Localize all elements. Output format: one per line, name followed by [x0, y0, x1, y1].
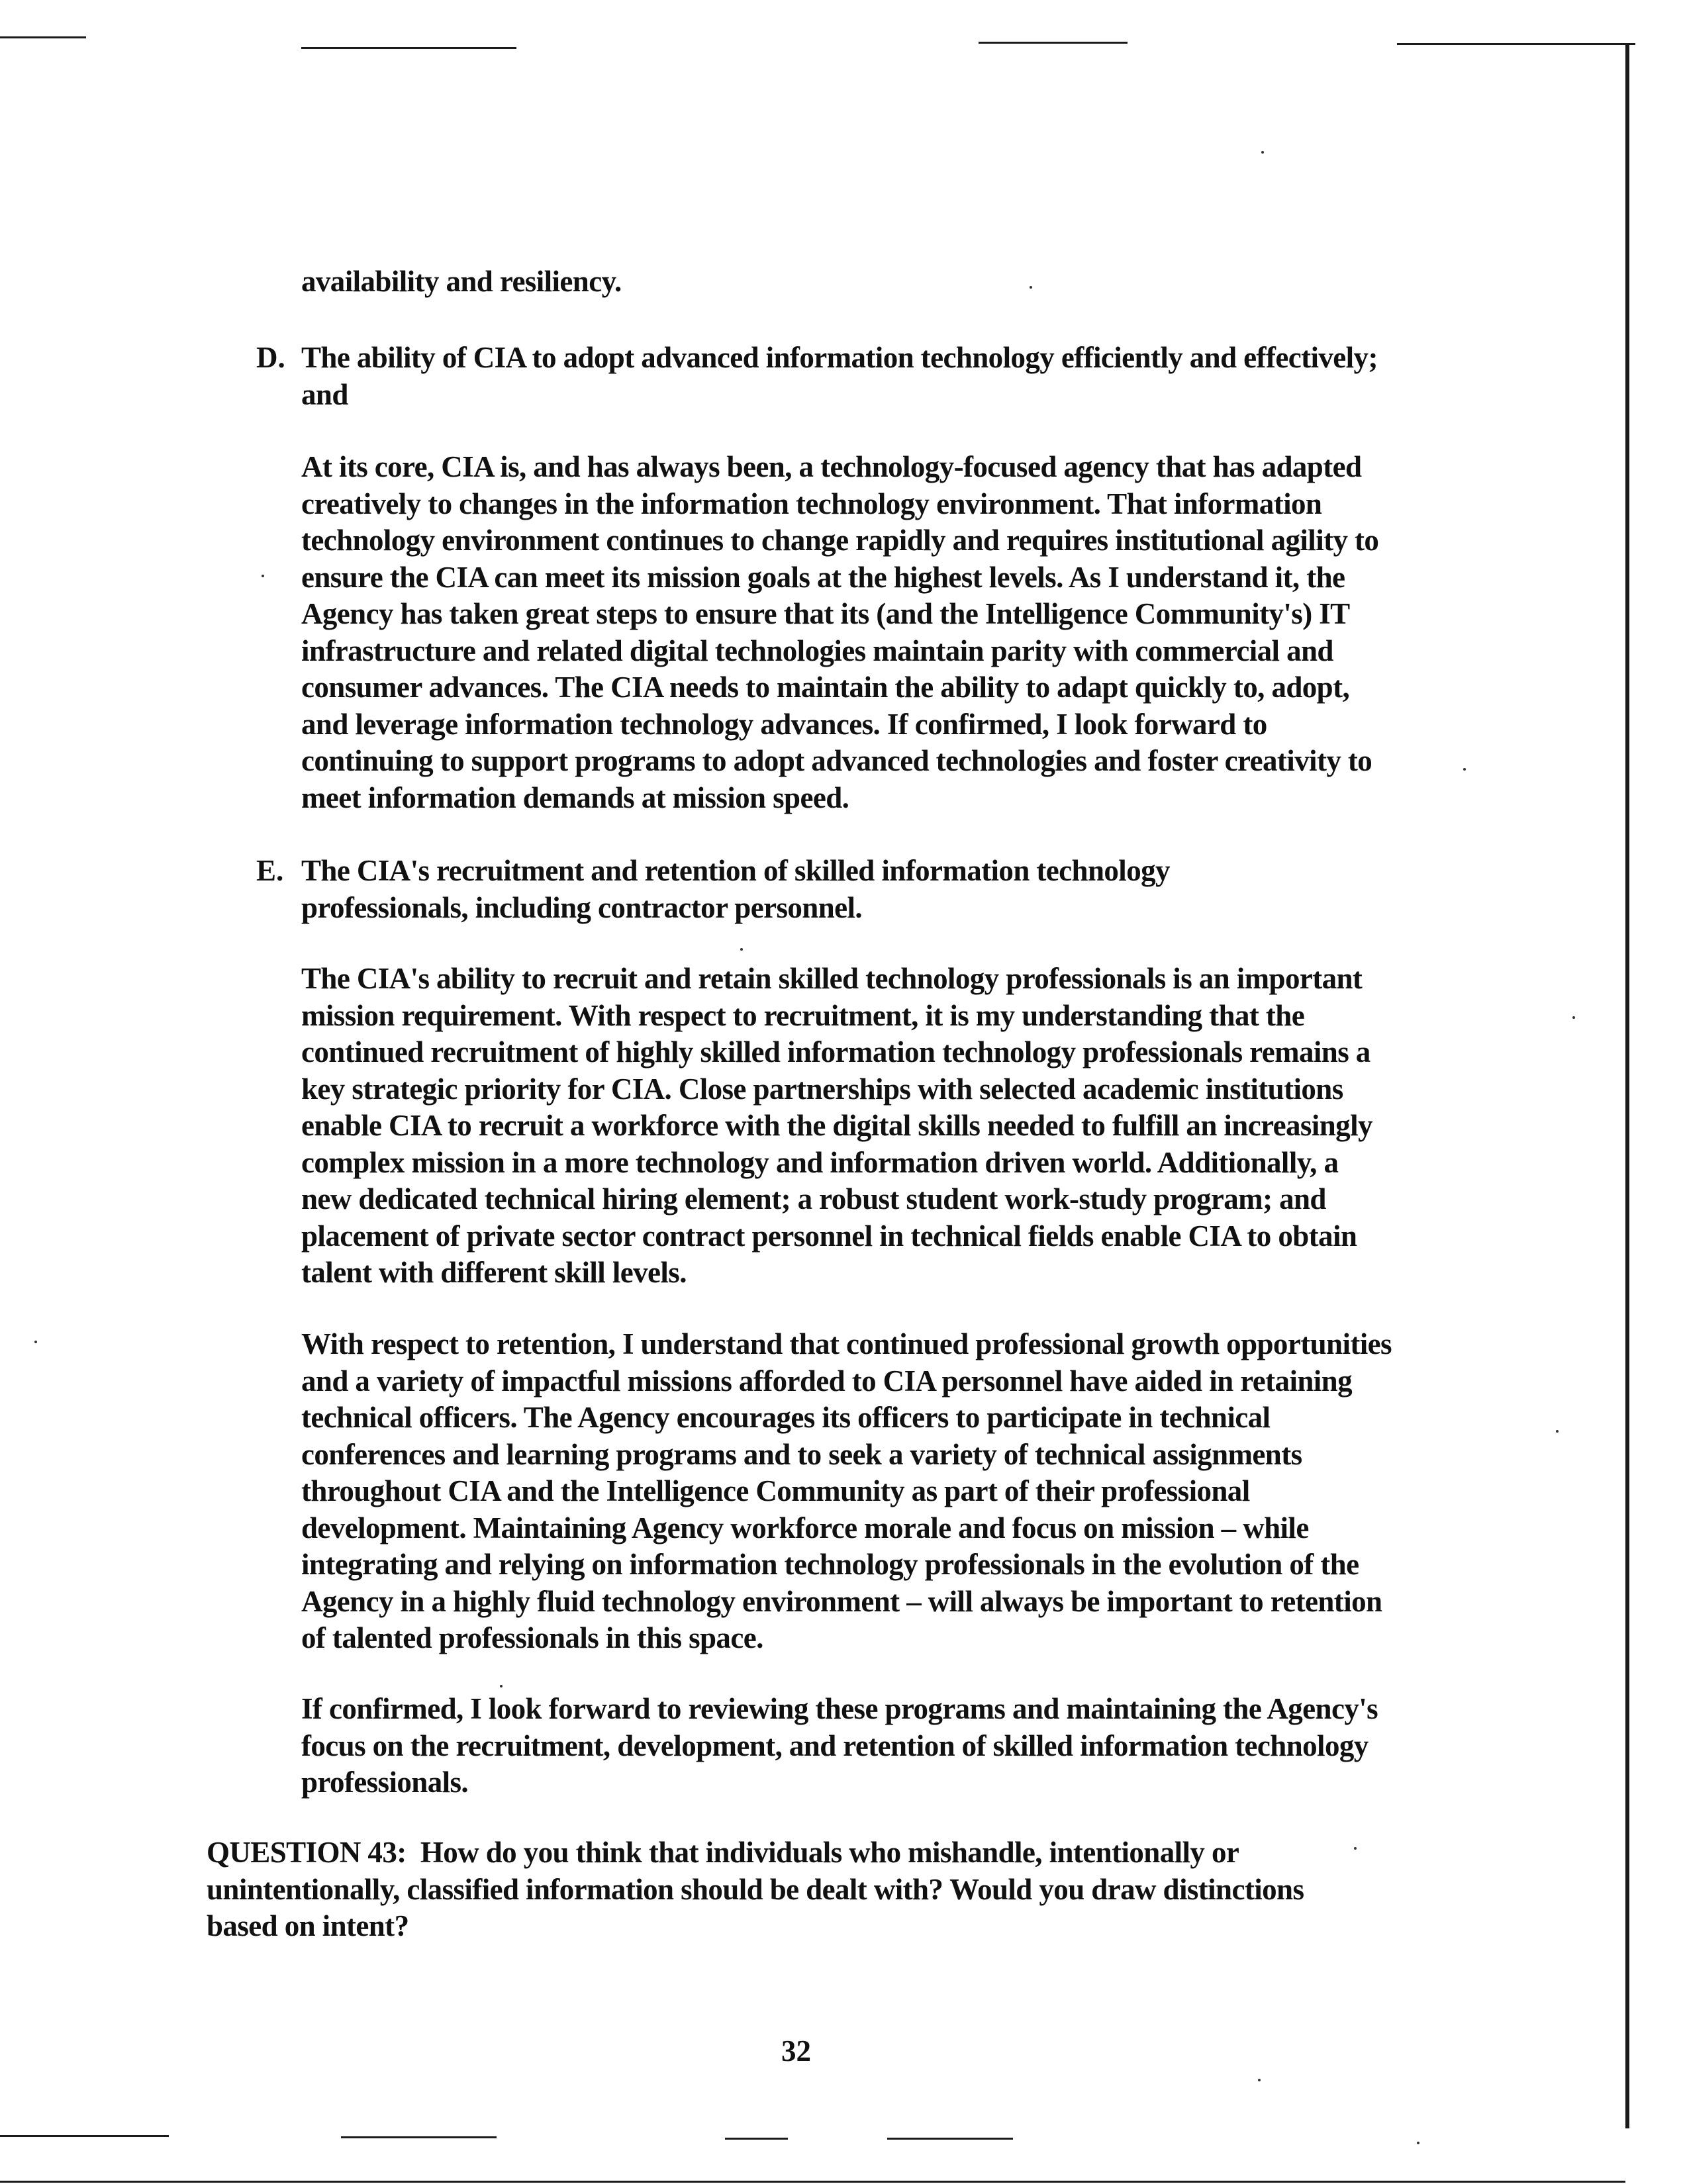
item-e-heading [301, 853, 1170, 926]
text-line: key strategic priority for CIA. Close partnerships with selected academic institutions [301, 1072, 1343, 1106]
scan-speck [1417, 2142, 1419, 2144]
text-line: Agency in a highly fluid technology environment – will always be important to retention [301, 1584, 1382, 1618]
continuation-line [301, 263, 622, 301]
scan-speck [262, 575, 264, 577]
scan-speck [1030, 286, 1032, 289]
text-line: ensure the CIA can meet its mission goals at the highest levels. As I understand it, the [301, 560, 1345, 594]
text-line: and [301, 377, 348, 411]
bottom-border-segment [725, 2138, 788, 2140]
text-line: talent with different skill levels. [301, 1256, 687, 1289]
scan-speck [1572, 1016, 1575, 1019]
item-d-heading [301, 340, 1378, 413]
top-border-segment [1397, 43, 1635, 45]
text-line: If confirmed, I look forward to reviewing these programs and maintaining the Agency's [301, 1692, 1378, 1725]
scan-speck [1261, 151, 1264, 154]
text-line: creatively to changes in the information technology environment. That information [301, 487, 1322, 520]
scan-speck [740, 948, 743, 951]
text-line: new dedicated technical hiring element; a robust student work-study program; and [301, 1182, 1326, 1215]
scan-speck [34, 1341, 37, 1343]
text-line: throughout CIA and the Intelligence Community as part of their professional [301, 1474, 1250, 1507]
text-line: and leverage information technology advances. If confirmed, I look forward to [301, 707, 1267, 741]
question-label: QUESTION 43: [207, 1836, 407, 1869]
bottom-border-segment [341, 2136, 497, 2138]
scan-speck [500, 1685, 503, 1687]
paragraph-d-response [301, 449, 1378, 816]
item-d-letter: D. [256, 341, 285, 374]
scan-speck [1463, 768, 1466, 771]
text-line: integrating and relying on information technology professionals in the evolution of the [301, 1548, 1359, 1581]
scan-speck [1556, 1430, 1559, 1433]
question-first-line [207, 1834, 1304, 1872]
text-line: The CIA's recruitment and retention of skilled information technology [301, 854, 1170, 887]
text-line: Agency has taken great steps to ensure that its (and the Intelligence Community's) IT [301, 597, 1350, 630]
text-line: complex mission in a more technology and information driven world. Additionally, a [301, 1145, 1339, 1179]
text-line: The CIA's ability to recruit and retain skilled technology professionals is an important [301, 962, 1363, 995]
top-border-segment [979, 42, 1128, 44]
text-line: of talented professionals in this space. [301, 1621, 763, 1654]
bottom-border-segment [0, 2135, 169, 2137]
text-line: based on intent? [207, 1909, 409, 1942]
paragraph-e-recruitment [301, 961, 1372, 1292]
paragraph-e-closing [301, 1691, 1378, 1801]
text-line: unintentionally, classified information should be dealt with? Would you draw distinctions [207, 1872, 1304, 1906]
question-text: How do you think that individuals who mishandle, intentionally or [406, 1836, 1239, 1869]
right-border [1625, 43, 1629, 2128]
text-line: and a variety of impactful missions afforded to CIA personnel have aided in retaining [301, 1364, 1352, 1398]
text-line: focus on the recruitment, development, and retention of skilled information technology [301, 1729, 1369, 1762]
bottom-border-segment [0, 2181, 1625, 2183]
text-line: infrastructure and related digital technologies maintain parity with commercial and [301, 634, 1333, 667]
text-line: At its core, CIA is, and has always been, a technology-focused agency that has adapted [301, 450, 1362, 483]
text-line: placement of private sector contract personnel in technical fields enable CIA to obtain [301, 1219, 1357, 1253]
text-line: development. Maintaining Agency workforce morale and focus on mission – while [301, 1511, 1309, 1544]
scan-speck [1354, 1847, 1357, 1850]
scan-speck [1258, 2079, 1261, 2081]
text-line: availability and resiliency. [301, 265, 622, 298]
question-43 [207, 1834, 1304, 1945]
text-line: consumer advances. The CIA needs to maintain the ability to adapt quickly to, adopt, [301, 671, 1350, 704]
top-border-segment [0, 36, 86, 38]
item-e-letter: E. [256, 854, 284, 887]
text-line: professionals, including contractor personnel. [301, 890, 863, 924]
top-border-segment [301, 47, 516, 49]
text-line: technology environment continues to change rapidly and requires institutional agility to [301, 524, 1379, 557]
text-line: conferences and learning programs and to seek a variety of technical assignments [301, 1437, 1302, 1471]
paragraph-e-retention [301, 1326, 1392, 1657]
text-line: With respect to retention, I understand that continued professional growth opportunities [301, 1327, 1392, 1360]
text-line: meet information demands at mission speed. [301, 781, 849, 814]
text-line: continued recruitment of highly skilled information technology professionals remains a [301, 1035, 1370, 1068]
text-line: professionals. [301, 1766, 469, 1799]
bottom-border-segment [887, 2138, 1013, 2140]
text-line: mission requirement. With respect to recruitment, it is my understanding that the [301, 998, 1305, 1032]
text-line: technical officers. The Agency encourages its officers to participate in technical [301, 1401, 1271, 1434]
text-line: The ability of CIA to adopt advanced information technology efficiently and effectively; [301, 341, 1378, 374]
page-number: 32 [781, 2034, 811, 2067]
text-line: enable CIA to recruit a workforce with the digital skills needed to fulfill an increasingly [301, 1109, 1372, 1142]
text-line: continuing to support programs to adopt advanced technologies and foster creativity to [301, 744, 1372, 777]
